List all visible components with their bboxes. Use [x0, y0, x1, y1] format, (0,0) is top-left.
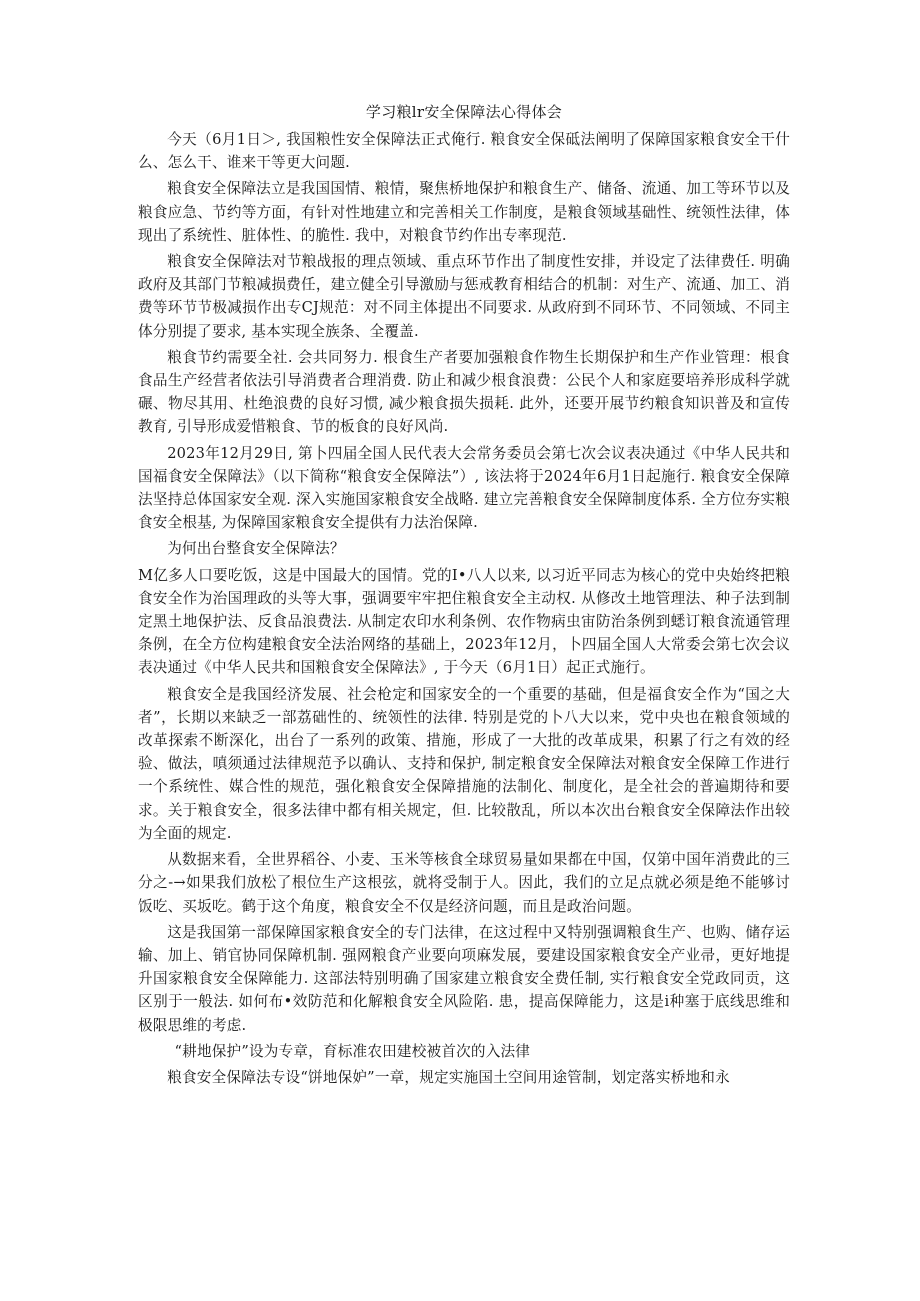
section-heading-why: 为何出台整食安全保障法？: [167, 540, 345, 558]
section-heading-farmland: “耕地保护”设为专章，育标准农田建校被首次的入法律: [174, 1042, 531, 1060]
paragraph-10: 这是我国第一部保障国家粮食安全的专门法律，在这过程中又特别强调粮食生产、也购、储存运输、加上、销官协同保障机制. 强网粮食产业要向项麻发展，要建设国家粮食安全产业帚，更好地提升国家粮食安全保障能力. 这部法特别明确了国家建立粮食安全费任制, 实行粮食安全党政同贡，这区别于一般法. 如何布•效防范和化解粮食安全风险陷. 患，提高保障能力，这是i种塞于底线思维和极限思维的考虑.: [138, 923, 790, 1034]
paragraph-4: 粮食节约需要全社. 会共同努力. 根食生产者要加强粮食作物生长期保护和生产作业管理：根食食品生产经营者依法引导消费者合理消费. 防止和减少根食浪费：公民个人和家庭要培养形成科学就碾、物尽其用、杜绝浪费的良好习惯, 减少粮食损失损耗. 此外，还要开展节约粮食知识普及和宣传教育, 引导形成爱惜粮食、节的板食的良好风尚.: [138, 348, 790, 436]
paragraph-7: M亿多人口要吃饭，这是中国最大的国情。党的I•八人以来, 以习近平同志为核心的党中央始终把粮食安全作为治国理政的头等大事，强调要牢牢把住粮食安全主动权. 从修改土地管理法、种子法到制定黑土地保护法、反食品浪费法. 从制定农印水利条例、农作物病虫宙防治条例到蟋订粮食流通管理条例，在全方位构建粮食安全法治网络的基础上，2023年12月，卜四届全国人大常委会第七次会议表决通过《中华人民共和国粮食安全保障法》, 于今天（6月1日）起正式施行。: [138, 566, 790, 677]
document-page: [138, 100, 790, 1092]
paragraph-9: 从数据来看，全世界稻谷、小麦、玉米等核食全球贸易量如果都在中国，仅第中国年消费此的三分之-→如果我们放松了根位生产这根弦，就将受制于人。因此，我们的立足点就必须是绝不能够讨饭吃、买坂吃。鹤于这个角度，粮食安全不仅是经济问题，而且是政治问题。: [138, 851, 790, 915]
paragraph-5: 2023年12月29日, 第卜四届全国人民代表大会常务委员会第七次会议表决通过《中华人民共和国福食安全保障法》（以下简称“粮食安全保障法”）, 该法将于2024年6月1日起施行. 粮食安全保障法坚持总体国家安全观. 深入实施国家粮食安全战略. 建立完善粮食安全保障制度体系. 全方位夯实粮食安全根基, 为保障国家粮食安全提供有力法治保障.: [138, 444, 790, 532]
paragraph-12: 粮食安全保障法专设“饼地保妒”一章，规定实施国土空间用途管制，划定落实桥地和永: [167, 1068, 730, 1086]
paragraph-3: 粮食安全保障法对节粮战报的理点领域、重点环节作出了制度性安排，并设定了法律费任. 明确政府及其部门节粮减损费任，建立健全引导激励与惩戒教育相结合的机制：对生产、流通、加工、消费等环节节极减损作出专CJ规范：对不同主体提出不同要求. 从政府到不同环节、不同领域、不同主体分别提了要求, 基本实现全族条、全覆盖.: [138, 253, 790, 340]
document-title: 学习粮lr安全保障法心得体会: [365, 103, 563, 121]
paragraph-2: 粮食安全保障法立是我国国情、粮情，聚焦桥地保护和粮食生产、储备、流通、加工等环节以及粮食应急、节约等方面，有针对性地建立和完善相关工作制度，是粮食领域基础性、统领性法律，体现出了系统性、脏体性、的脆性. 我中，对粮食节约作出专率现范.: [138, 180, 790, 244]
paragraph-intro: 今天（6月1日＞, 我国粮性安全保障法正式俺行. 粮食安全保砥法阐明了保障国家粮食安全干什么、怎么干、谁来干等更大问题.: [138, 131, 790, 172]
paragraph-8: 粮食安全是我国经济发展、社会枪定和国家安全的一个重要的基础，但是福食安全作为“国之大者”，长期以来缺乏一部荔础性的、统领性的法律. 特别是党的卜八大以来，党中央也在粮食领域的改革探索不断深化，出台了一系列的政策、措施，形成了一大批的改革成果，积累了行之有效的经验、做法，嗔须通过法律规范予以确认、支持和保护, 制定粮食安全保障法对粮食安全保障工作进行一个系统性、媒合性的规范，强化粮食安全保障措施的法制化、制度化，是全社会的普遍期待和要求。关于粮食安全，很多法律中都有相关规定，但. 比较散乱，所以本次出台粮食安全保障法作出较为全面的规定.: [138, 685, 790, 842]
